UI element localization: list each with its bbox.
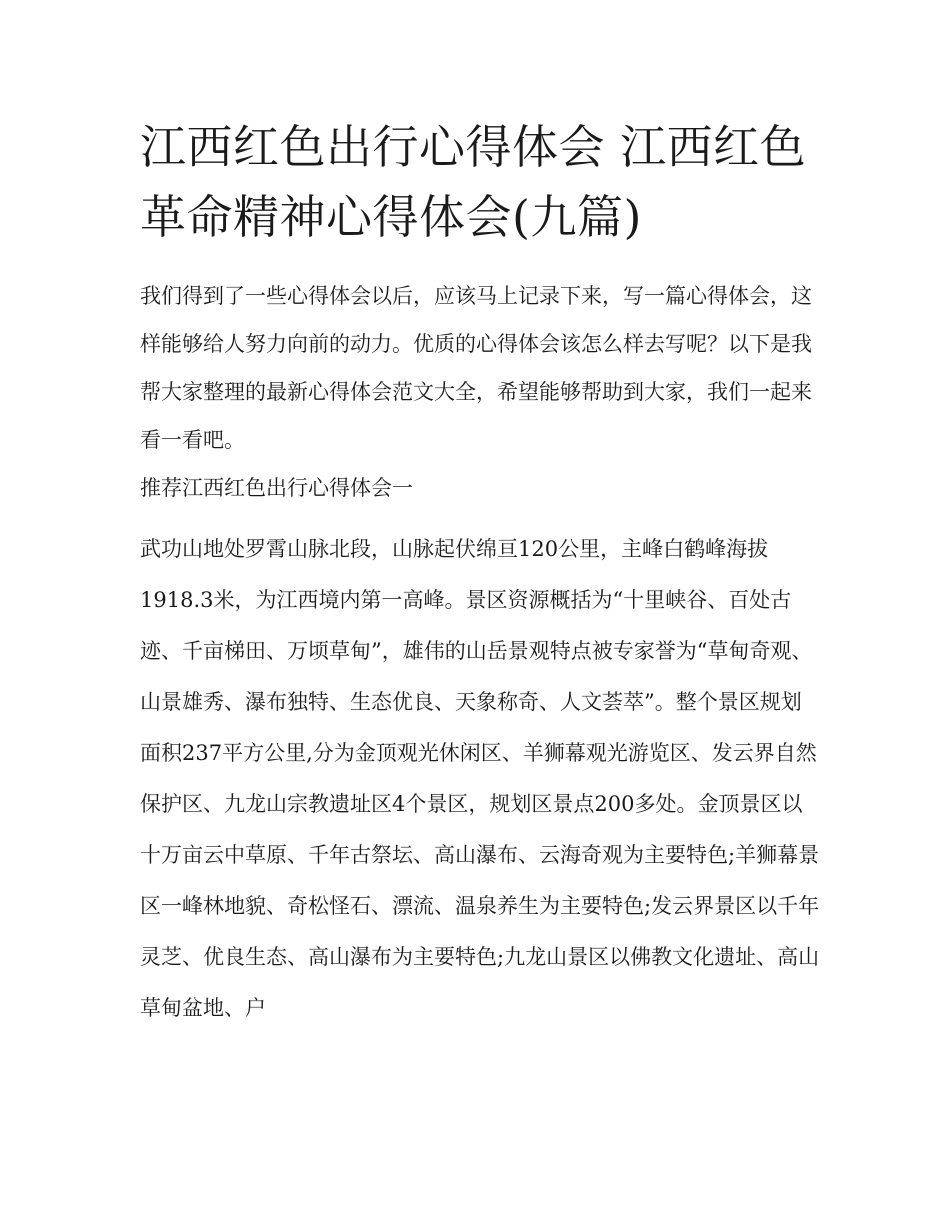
document-title: 江西红色出行心得体会 江西红色革命精神心得体会(九篇) — [140, 120, 807, 244]
intro-paragraph: 我们得到了一些心得体会以后，应该马上记录下来，写一篇心得体会，这样能够给人努力向前的动力。优质的心得体会该怎么样去写呢？以下是我帮大家整理的最新心得体会范文大全，希望能够帮助到大家，我们一起来看一看吧。 — [140, 284, 812, 452]
body-paragraph: 武功山地处罗霄山脉北段，山脉起伏绵亘120公里，主峰白鹤峰海拔1918.3米，为江西境内第一高峰。景区资源概括为“十里峡谷、百处古迹、千亩梯田、万顷草甸”，雄伟的山岳景观特点被专家誉为“草甸奇观、山景雄秀、瀑布独特、生态优良、天象称奇、人文荟萃”。整个景区规划面积237平方公里,分为金顶观光休闲区、羊狮幕观光游览区、发云界自然保护区、九龙山宗教遗址区4个景区，规划区景点200多处。金顶景区以十万亩云中草原、千年古祭坛、高山瀑布、云海奇观为主要特色;羊狮幕景区一峰林地貌、奇松怪石、漂流、温泉养生为主要特色;发云界景区以千年灵芝、优良生态、高山瀑布为主要特色;九龙山景区以佛教文化遗址、高山草甸盆地、户 — [140, 537, 820, 1020]
section-heading: 推荐江西红色出行心得体会一 — [140, 476, 413, 500]
document-page — [140, 112, 820, 1034]
